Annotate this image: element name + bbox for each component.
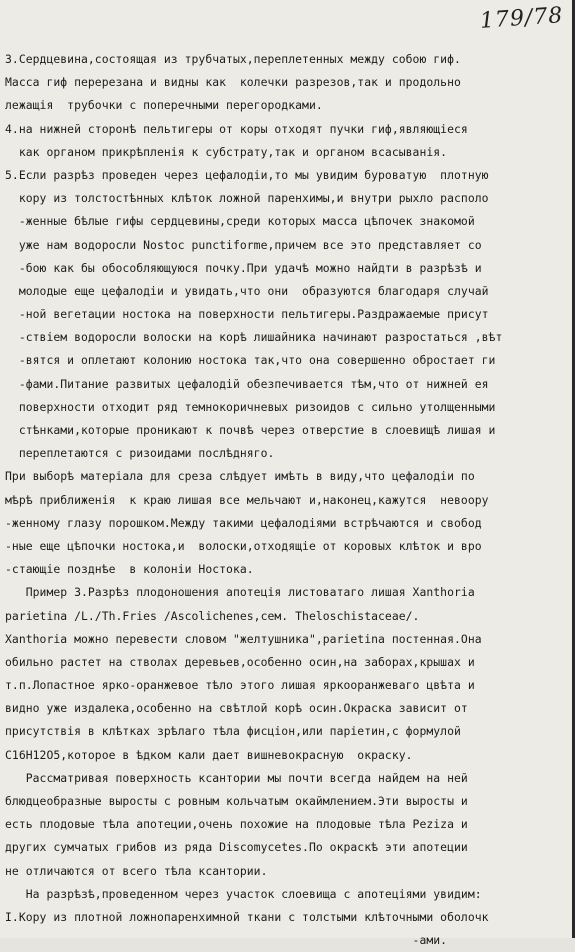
typed-text-body (5, 48, 571, 952)
text-line: видно уже издалека,особенно на свѣтлой корѣ осин.Окраска зависит от (5, 701, 468, 716)
text-line: мѣрѣ приближенія к краю лишая все мельчают и,наконец,кажутся невоору (5, 492, 489, 507)
text-line: Xanthoria можно перевести словом "желтушника",parietina постенная.Она (5, 631, 482, 646)
text-line: лежащія трубочки с поперечными перегородками. (5, 98, 323, 113)
text-line: 3.Сердцевина,состоящая из трубчатых,переплетенных между собою гиф. (5, 52, 461, 66)
text-line: -ной вегетации ностока на поверхности пельтигеры.Раздражаемые присут (5, 307, 489, 322)
text-line: -стающiе позднѣе в колонiи Ностока. (5, 562, 254, 577)
text-line: Рассматривая поверхность ксантории мы почти всегда найдем на ней (5, 770, 468, 785)
text-line: других сумчатых грибов из ряда Discomycetes.По окраскѣ эти апотеции (5, 840, 468, 855)
text-line: уже нам водоросли Nostoc punctiforme,причем все это представляет со (5, 237, 482, 252)
text-line: При выборѣ матеріала для среза слѣдует имѣть в виду,что цефалодiи по (5, 469, 475, 484)
text-line: Пример 3.Разрѣз плодоношения апотеція листоватаго лишая Xanthoria (5, 585, 475, 600)
text-line: поверхности отходит ряд темнокоричневых ризоидов с сильно утолщенными (5, 399, 496, 414)
text-line: молодые еще цефалодiи и увидать,что они образуются благодаря случай (5, 283, 489, 298)
text-line: как органом прикрѣпленія к субстрату,так и органом всасыванія. (5, 144, 448, 159)
text-line: -женные бѣлые гифы сердцевины,среди которых масса цѣпочек знакомой (5, 214, 475, 229)
text-line: обильно растет на стволах деревьев,особенно осин,на заборах,крышах и (5, 654, 475, 669)
text-line: стѣнками,которые проникают к почвѣ через отверстие в слоевищѣ лишая и (5, 423, 496, 437)
text-line: не отличаются от всего тѣла ксантории. (5, 863, 268, 878)
text-line: кору из толстостѣнных клѣток ложной паренхимы,и внутри рыхло располо (5, 191, 489, 206)
text-line: блюдцеобразные выросты с ровным кольчатым окаймлением.Эти выросты и (5, 794, 468, 808)
text-line: присутствія в клѣтках зрѣлаго тѣла фисцiон,или паріетин,с формулой (5, 724, 461, 739)
text-line: Масса гиф перерезана и видны как колечки разрезов,так и продольно (5, 75, 461, 90)
text-line: -ные еще цѣпочки ностока,и волоски,отходящiе от коровых клѣток и вро (5, 538, 482, 553)
text-line: -бою как бы обособляющуюся почку.При удачѣ можно найдти в разрѣзѣ и (5, 260, 482, 275)
text-line: На разрѣзѣ,проведенном через участок слоевища с апотеціями увидим: (5, 886, 482, 901)
text-line: -женному глазу порошком.Между такими цефалодiями встрѣчаются и свобод (5, 515, 482, 530)
page-number: 179/78 (478, 3, 564, 34)
text-line: есть плодовые тѣла апотеции,очень похожие на плодовые тѣла Peziza и (5, 817, 468, 832)
text-line: -ствiем водоросли волоски на корѣ лишайника начинают разростаться ,вѣт (5, 330, 503, 345)
text-line: -вятся и оплетают колонию ностока так,что она совершенно обростает ги (5, 353, 496, 368)
text-line: т.п.Лопастное ярко-оранжевое тѣло этого лишая яркооранжеваго цвѣта и (5, 678, 475, 693)
text-line: 4.на нижней сторонѣ пельтигеры от коры отходят пучки гиф,являющiеся (5, 121, 468, 136)
text-line: C16H12O5,которое в ѣдком кали дает вишневокрасную окраску. (5, 747, 413, 762)
text-line: переплетаются с ризоидами послѣдняго. (5, 446, 275, 461)
text-line: parietina /L./Th.Fries /Ascolichenes,сем. Theloschistaceae/. (5, 608, 420, 623)
text-line: -фами.Питание развитых цефалодiй обезпечивается тѣм,что от нижней ея (5, 376, 489, 391)
text-line: 5.Если разрѣз проведен через цефалодiи,то мы увидим буроватую плотную (5, 167, 489, 182)
text-line: -ами. (5, 933, 448, 948)
text-line: I.Кору из плотной ложнопаренхимной ткани с толстыми клѣточными оболочк (5, 909, 489, 924)
